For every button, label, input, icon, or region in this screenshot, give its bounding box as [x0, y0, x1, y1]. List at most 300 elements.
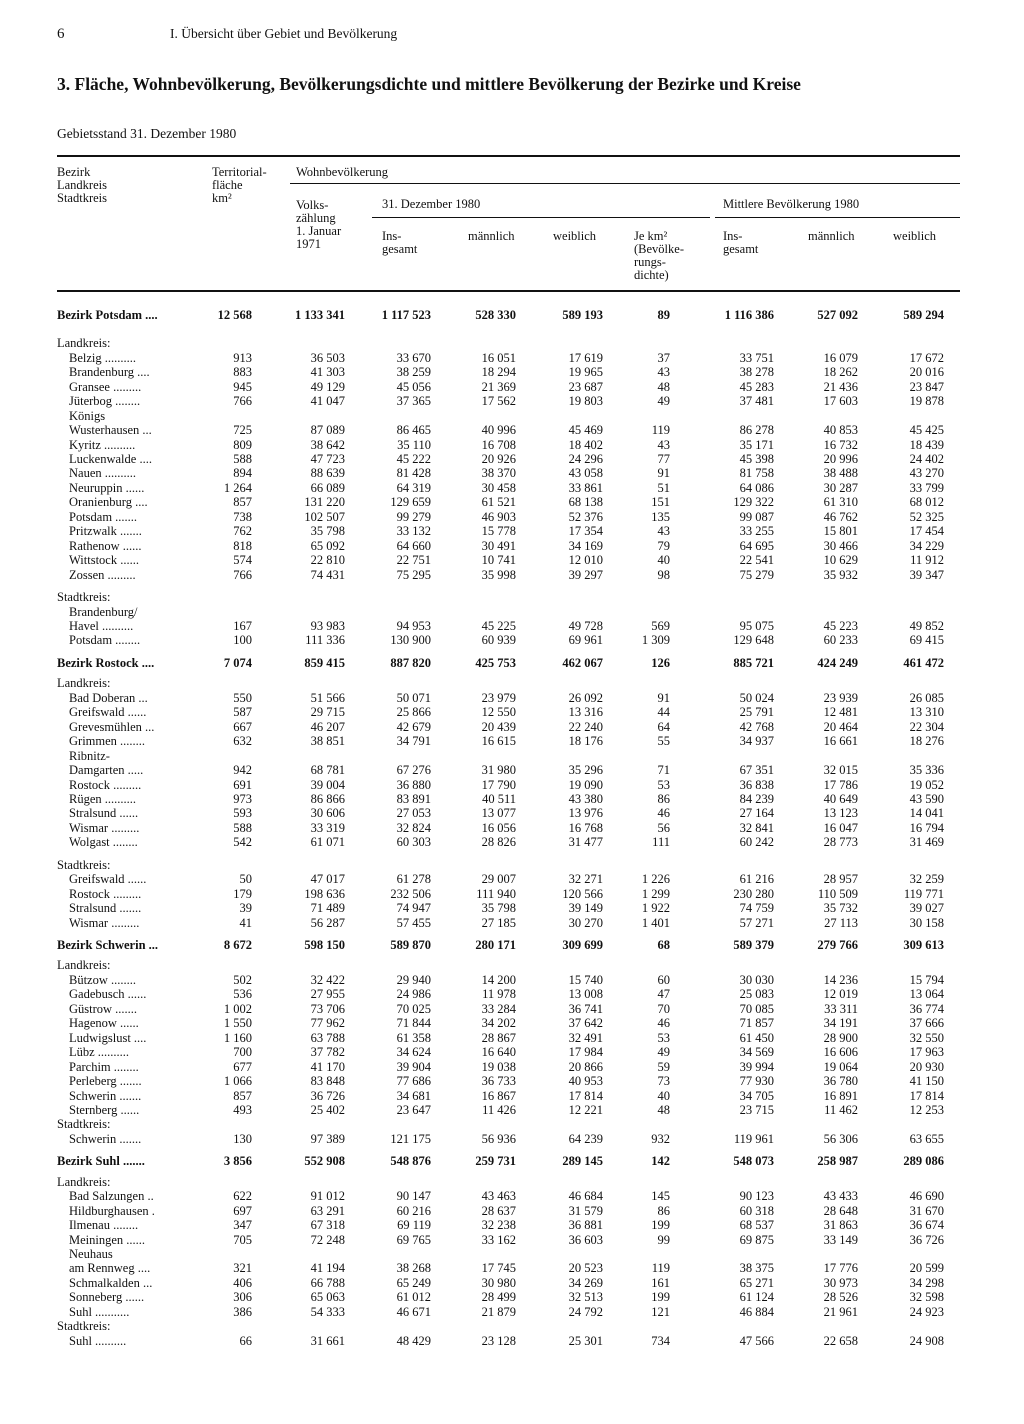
cell-mittlere-maennlich: 16 079 — [823, 351, 858, 365]
cell-dichte: 121 — [651, 1305, 670, 1319]
cell-maennlich: 15 778 — [481, 524, 516, 538]
cell-mittlere-insgesamt: 33 751 — [739, 351, 774, 365]
cell-volkszaehlung-1971: 49 129 — [310, 380, 345, 394]
cell-volkszaehlung-1971: 63 291 — [310, 1204, 345, 1218]
table-row — [0, 481, 1024, 496]
cell-mittlere-weiblich: 39 027 — [909, 901, 944, 915]
cell-weiblich: 34 269 — [568, 1276, 603, 1290]
cell-maennlich: 30 491 — [481, 539, 516, 553]
cell-mittlere-weiblich: 24 402 — [909, 452, 944, 466]
cell-flaeche: 667 — [233, 720, 252, 734]
cell-insgesamt: 1 117 523 — [381, 308, 431, 322]
cell-mittlere-insgesamt: 81 758 — [739, 466, 774, 480]
cell-flaeche: 493 — [233, 1103, 252, 1117]
cell-mittlere-maennlich: 30 973 — [823, 1276, 858, 1290]
cell-volkszaehlung-1971: 27 955 — [310, 987, 345, 1001]
cell-flaeche: 766 — [233, 568, 252, 582]
row-label: Neuruppin ...... — [69, 481, 145, 495]
cell-mittlere-maennlich: 14 236 — [823, 973, 858, 987]
row-label: Sternberg ...... — [69, 1103, 140, 1117]
cell-mittlere-maennlich: 12 481 — [823, 705, 858, 719]
cell-weiblich: 37 642 — [568, 1016, 603, 1030]
table-row — [0, 539, 1024, 554]
cell-volkszaehlung-1971: 35 798 — [310, 524, 345, 538]
cell-volkszaehlung-1971: 47 017 — [310, 872, 345, 886]
cell-volkszaehlung-1971: 32 422 — [310, 973, 345, 987]
cell-mittlere-weiblich: 34 298 — [909, 1276, 944, 1290]
cell-mittlere-maennlich: 33 149 — [823, 1233, 858, 1247]
cell-dichte: 126 — [651, 656, 670, 670]
cell-mittlere-maennlich: 28 900 — [823, 1031, 858, 1045]
table-row — [0, 901, 1024, 916]
cell-mittlere-maennlich: 30 466 — [823, 539, 858, 553]
table-row — [0, 1204, 1024, 1219]
cell-maennlich: 16 615 — [481, 734, 516, 748]
running-head: I. Übersicht über Gebiet und Bevölkerung — [170, 26, 398, 41]
row-label: Wismar ......... — [69, 821, 140, 835]
cell-weiblich: 36 881 — [568, 1218, 603, 1232]
cell-mittlere-insgesamt: 84 239 — [739, 792, 774, 806]
cell-flaeche: 386 — [233, 1305, 252, 1319]
row-label: Perleberg ....... — [69, 1074, 142, 1088]
cell-mittlere-insgesamt: 37 481 — [739, 394, 774, 408]
row-label: Rostock ......... — [69, 887, 142, 901]
table-row — [0, 1016, 1024, 1031]
cell-mittlere-insgesamt: 50 024 — [739, 691, 774, 705]
cell-insgesamt: 34 681 — [396, 1089, 431, 1103]
cell-dichte: 49 — [657, 394, 670, 408]
cell-volkszaehlung-1971: 33 319 — [310, 821, 345, 835]
cell-dichte: 44 — [657, 705, 670, 719]
row-label: Stralsund ....... — [69, 901, 142, 915]
cell-mittlere-maennlich: 16 661 — [823, 734, 858, 748]
cell-mittlere-maennlich: 17 603 — [823, 394, 858, 408]
cell-maennlich: 18 294 — [481, 365, 516, 379]
cell-mittlere-weiblich: 36 726 — [909, 1233, 944, 1247]
cell-mittlere-insgesamt: 77 930 — [739, 1074, 774, 1088]
cell-flaeche: 1 002 — [223, 1002, 252, 1016]
row-label: Parchim ........ — [69, 1060, 139, 1074]
cell-mittlere-insgesamt: 34 937 — [739, 734, 774, 748]
cell-mittlere-weiblich: 37 666 — [909, 1016, 944, 1030]
cell-volkszaehlung-1971: 46 207 — [310, 720, 345, 734]
cell-mittlere-maennlich: 279 766 — [817, 938, 858, 952]
cell-mittlere-weiblich: 36 674 — [909, 1218, 944, 1232]
cell-weiblich: 31 579 — [568, 1204, 603, 1218]
cell-maennlich: 17 745 — [481, 1261, 516, 1275]
row-label: Bezirk Potsdam .... — [57, 308, 158, 322]
row-label: Hildburghausen . — [69, 1204, 155, 1218]
cell-insgesamt: 46 671 — [396, 1305, 431, 1319]
row-label: Schmalkalden ... — [69, 1276, 153, 1290]
cell-weiblich: 13 316 — [568, 705, 603, 719]
cell-mittlere-weiblich: 26 085 — [909, 691, 944, 705]
cell-dichte: 51 — [657, 481, 670, 495]
section-label-row — [0, 1175, 1024, 1190]
cell-volkszaehlung-1971: 198 636 — [304, 887, 345, 901]
cell-maennlich: 111 940 — [476, 887, 516, 901]
cell-mittlere-maennlich: 16 047 — [823, 821, 858, 835]
cell-maennlich: 28 499 — [481, 1290, 516, 1304]
cell-insgesamt: 38 268 — [396, 1261, 431, 1275]
cell-insgesamt: 34 791 — [396, 734, 431, 748]
header-31-dezember-1980: 31. Dezember 1980 — [382, 197, 481, 211]
cell-maennlich: 23 128 — [481, 1334, 516, 1348]
cell-insgesamt: 35 110 — [397, 438, 431, 452]
cell-mittlere-insgesamt: 86 278 — [739, 423, 774, 437]
cell-insgesamt: 50 071 — [396, 691, 431, 705]
cell-insgesamt: 74 947 — [396, 901, 431, 915]
cell-mittlere-insgesamt: 68 537 — [739, 1218, 774, 1232]
table-row — [0, 394, 1024, 409]
cell-mittlere-weiblich: 119 771 — [903, 887, 944, 901]
cell-mittlere-weiblich: 63 655 — [909, 1132, 944, 1146]
cell-mittlere-insgesamt: 23 715 — [739, 1103, 774, 1117]
cell-flaeche: 542 — [233, 835, 252, 849]
cell-mittlere-insgesamt: 25 791 — [739, 705, 774, 719]
cell-mittlere-weiblich: 19 878 — [909, 394, 944, 408]
cell-mittlere-maennlich: 35 932 — [823, 568, 858, 582]
cell-flaeche: 945 — [233, 380, 252, 394]
cell-insgesamt: 99 279 — [396, 510, 431, 524]
cell-weiblich: 39 149 — [568, 901, 603, 915]
cell-volkszaehlung-1971: 859 415 — [304, 656, 345, 670]
cell-volkszaehlung-1971: 552 908 — [304, 1154, 345, 1168]
table-row — [0, 1290, 1024, 1305]
cell-maennlich: 31 980 — [481, 763, 516, 777]
row-label: Greifswald ...... — [69, 872, 147, 886]
cell-mittlere-insgesamt: 64 695 — [739, 539, 774, 553]
cell-flaeche: 818 — [233, 539, 252, 553]
section-label-row — [0, 958, 1024, 973]
cell-flaeche: 697 — [233, 1204, 252, 1218]
cell-insgesamt: 130 900 — [390, 633, 431, 647]
cell-mittlere-maennlich: 17 786 — [823, 778, 858, 792]
cell-dichte: 55 — [657, 734, 670, 748]
cell-volkszaehlung-1971: 88 639 — [310, 466, 345, 480]
cell-flaeche: 1 160 — [223, 1031, 252, 1045]
cell-mittlere-maennlich: 17 776 — [823, 1261, 858, 1275]
cell-volkszaehlung-1971: 51 566 — [310, 691, 345, 705]
cell-weiblich: 12 221 — [568, 1103, 603, 1117]
row-label: Stadtkreis: — [57, 858, 111, 872]
cell-volkszaehlung-1971: 38 642 — [310, 438, 345, 452]
cell-maennlich: 36 733 — [481, 1074, 516, 1088]
cell-mittlere-weiblich: 31 670 — [909, 1204, 944, 1218]
cell-flaeche: 321 — [233, 1261, 252, 1275]
cell-flaeche: 691 — [233, 778, 252, 792]
row-label: Wolgast ........ — [69, 835, 138, 849]
cell-dichte: 1 226 — [641, 872, 670, 886]
row-label: Hagenow ...... — [69, 1016, 139, 1030]
cell-flaeche: 66 — [239, 1334, 252, 1348]
table-row — [0, 973, 1024, 988]
cell-volkszaehlung-1971: 72 248 — [310, 1233, 345, 1247]
cell-volkszaehlung-1971: 65 092 — [310, 539, 345, 553]
table-row — [0, 821, 1024, 836]
cell-flaeche: 1 264 — [223, 481, 252, 495]
cell-insgesamt: 94 953 — [396, 619, 431, 633]
cell-weiblich: 68 138 — [568, 495, 603, 509]
cell-insgesamt: 37 365 — [396, 394, 431, 408]
page-number: 6 — [57, 26, 65, 42]
cell-volkszaehlung-1971: 30 606 — [310, 806, 345, 820]
row-label: Güstrow ....... — [69, 1002, 138, 1016]
cell-mittlere-insgesamt: 32 841 — [739, 821, 774, 835]
cell-weiblich: 32 491 — [568, 1031, 603, 1045]
cell-maennlich: 17 790 — [481, 778, 516, 792]
cell-mittlere-maennlich: 12 019 — [823, 987, 858, 1001]
header-territorialflaeche: Territorial- fläche km² — [212, 165, 267, 205]
cell-weiblich: 64 239 — [568, 1132, 603, 1146]
row-label: Rügen .......... — [69, 792, 137, 806]
cell-maennlich: 40 511 — [482, 792, 516, 806]
cell-mittlere-insgesamt: 90 123 — [739, 1189, 774, 1203]
cell-volkszaehlung-1971: 67 318 — [310, 1218, 345, 1232]
cell-mittlere-insgesamt: 548 073 — [733, 1154, 774, 1168]
cell-volkszaehlung-1971: 77 962 — [310, 1016, 345, 1030]
cell-flaeche: 7 074 — [223, 656, 252, 670]
cell-mittlere-insgesamt: 230 280 — [733, 887, 774, 901]
cell-weiblich: 52 376 — [568, 510, 603, 524]
cell-insgesamt: 61 358 — [396, 1031, 431, 1045]
cell-flaeche: 50 — [239, 872, 252, 886]
table-row — [0, 438, 1024, 453]
cell-insgesamt: 232 506 — [390, 887, 431, 901]
header-mittlere-weiblich: weiblich — [893, 229, 937, 243]
cell-mittlere-maennlich: 56 306 — [823, 1132, 858, 1146]
cell-weiblich: 32 513 — [568, 1290, 603, 1304]
cell-insgesamt: 129 659 — [390, 495, 431, 509]
cell-maennlich: 11 978 — [482, 987, 516, 1001]
cell-insgesamt: 27 053 — [396, 806, 431, 820]
cell-maennlich: 27 185 — [481, 916, 516, 930]
header-mittlere-insgesamt: Ins- gesamt — [723, 229, 759, 256]
cell-dichte: 161 — [651, 1276, 670, 1290]
cell-weiblich: 19 965 — [568, 365, 603, 379]
cell-flaeche: 942 — [233, 763, 252, 777]
cell-dichte: 86 — [657, 792, 670, 806]
cell-insgesamt: 25 866 — [396, 705, 431, 719]
row-label: Landkreis: — [57, 1175, 111, 1189]
cell-weiblich: 13 008 — [568, 987, 603, 1001]
cell-mittlere-insgesamt: 71 857 — [739, 1016, 774, 1030]
cell-volkszaehlung-1971: 54 333 — [310, 1305, 345, 1319]
cell-mittlere-maennlich: 61 310 — [823, 495, 858, 509]
cell-dichte: 119 — [651, 423, 670, 437]
cell-mittlere-insgesamt: 60 242 — [739, 835, 774, 849]
cell-flaeche: 913 — [233, 351, 252, 365]
cell-mittlere-insgesamt: 46 884 — [739, 1305, 774, 1319]
cell-dichte: 46 — [657, 1016, 670, 1030]
cell-dichte: 135 — [651, 510, 670, 524]
table-row — [0, 1074, 1024, 1089]
cell-mittlere-weiblich: 17 963 — [909, 1045, 944, 1059]
cell-mittlere-insgesamt: 60 318 — [739, 1204, 774, 1218]
cell-weiblich: 23 687 — [568, 380, 603, 394]
cell-mittlere-insgesamt: 75 279 — [739, 568, 774, 582]
cell-maennlich: 11 426 — [482, 1103, 516, 1117]
cell-mittlere-maennlich: 424 249 — [817, 656, 858, 670]
table-row — [0, 763, 1024, 778]
cell-mittlere-weiblich: 461 472 — [903, 656, 944, 670]
cell-volkszaehlung-1971: 71 489 — [310, 901, 345, 915]
cell-weiblich: 39 297 — [568, 568, 603, 582]
cell-volkszaehlung-1971: 36 726 — [310, 1089, 345, 1103]
cell-dichte: 59 — [657, 1060, 670, 1074]
cell-flaeche: 857 — [233, 1089, 252, 1103]
table-row — [0, 466, 1024, 481]
header-dichte: Je km² (Bevölke- rungs- dichte) — [634, 229, 684, 282]
cell-dichte: 1 299 — [641, 887, 670, 901]
cell-mittlere-insgesamt: 35 171 — [739, 438, 774, 452]
cell-insgesamt: 39 904 — [396, 1060, 431, 1074]
cell-flaeche: 857 — [233, 495, 252, 509]
header-wohnbevoelkerung: Wohnbevölkerung — [296, 165, 389, 179]
cell-mittlere-weiblich: 13 310 — [909, 705, 944, 719]
cell-maennlich: 60 939 — [481, 633, 516, 647]
cell-mittlere-maennlich: 36 780 — [823, 1074, 858, 1088]
section-label-row — [0, 336, 1024, 351]
row-label: Jüterbog ........ — [69, 394, 141, 408]
cell-insgesamt: 77 686 — [396, 1074, 431, 1088]
row-label: Oranienburg .... — [69, 495, 148, 509]
cell-mittlere-weiblich: 41 150 — [909, 1074, 944, 1088]
cell-mittlere-maennlich: 110 509 — [817, 887, 858, 901]
cell-maennlich: 20 439 — [481, 720, 516, 734]
section-label-row — [0, 676, 1024, 691]
cell-maennlich: 16 867 — [481, 1089, 516, 1103]
row-label: Wismar ......... — [69, 916, 140, 930]
cell-mittlere-weiblich: 30 158 — [909, 916, 944, 930]
cell-maennlich: 16 056 — [481, 821, 516, 835]
row-label: Landkreis: — [57, 676, 111, 690]
cell-dichte: 1 922 — [641, 901, 670, 915]
cell-weiblich: 22 240 — [568, 720, 603, 734]
cell-weiblich: 31 477 — [568, 835, 603, 849]
cell-insgesamt: 60 303 — [396, 835, 431, 849]
cell-mittlere-weiblich: 589 294 — [903, 308, 944, 322]
cell-weiblich: 33 861 — [568, 481, 603, 495]
row-label: Bad Doberan ... — [69, 691, 148, 705]
cell-maennlich: 35 798 — [481, 901, 516, 915]
cell-mittlere-weiblich: 52 325 — [909, 510, 944, 524]
cell-flaeche: 725 — [233, 423, 252, 437]
row-label: Bezirk Rostock .... — [57, 656, 155, 670]
cell-mittlere-weiblich: 11 912 — [910, 553, 944, 567]
cell-weiblich: 462 067 — [562, 656, 603, 670]
cell-mittlere-insgesamt: 34 569 — [739, 1045, 774, 1059]
cell-mittlere-insgesamt: 95 075 — [739, 619, 774, 633]
cell-dichte: 71 — [657, 763, 670, 777]
table-row — [0, 1247, 1024, 1262]
cell-weiblich: 46 684 — [568, 1189, 603, 1203]
table-row — [0, 1103, 1024, 1118]
cell-flaeche: 738 — [233, 510, 252, 524]
bezirk-row — [0, 938, 1024, 953]
cell-mittlere-insgesamt: 74 759 — [739, 901, 774, 915]
cell-insgesamt: 45 222 — [396, 452, 431, 466]
cell-flaeche: 39 — [239, 901, 252, 915]
row-label: am Rennweg .... — [69, 1261, 151, 1275]
cell-mittlere-maennlich: 32 015 — [823, 763, 858, 777]
cell-flaeche: 8 672 — [223, 938, 252, 952]
table-row — [0, 806, 1024, 821]
row-label: Luckenwalde .... — [69, 452, 152, 466]
cell-insgesamt: 38 259 — [396, 365, 431, 379]
row-label: Lübz .......... — [69, 1045, 130, 1059]
cell-weiblich: 13 976 — [568, 806, 603, 820]
cell-flaeche: 1 066 — [223, 1074, 252, 1088]
cell-flaeche: 883 — [233, 365, 252, 379]
cell-flaeche: 809 — [233, 438, 252, 452]
cell-flaeche: 593 — [233, 806, 252, 820]
cell-maennlich: 33 284 — [481, 1002, 516, 1016]
table-row — [0, 1334, 1024, 1349]
cell-maennlich: 30 458 — [481, 481, 516, 495]
cell-insgesamt: 34 624 — [396, 1045, 431, 1059]
cell-weiblich: 25 301 — [568, 1334, 603, 1348]
section-label-row — [0, 590, 1024, 605]
cell-weiblich: 17 814 — [568, 1089, 603, 1103]
cell-dichte: 40 — [657, 553, 670, 567]
row-label: Gransee ......... — [69, 380, 142, 394]
cell-flaeche: 762 — [233, 524, 252, 538]
cell-mittlere-weiblich: 309 613 — [903, 938, 944, 952]
cell-maennlich: 28 867 — [481, 1031, 516, 1045]
cell-weiblich: 15 740 — [568, 973, 603, 987]
section-label-row — [0, 1117, 1024, 1132]
cell-volkszaehlung-1971: 66 089 — [310, 481, 345, 495]
bezirk-row — [0, 1154, 1024, 1169]
row-label: Brandenburg .... — [69, 365, 150, 379]
cell-maennlich: 28 637 — [481, 1204, 516, 1218]
cell-mittlere-weiblich: 289 086 — [903, 1154, 944, 1168]
cell-mittlere-insgesamt: 61 450 — [739, 1031, 774, 1045]
cell-insgesamt: 24 986 — [396, 987, 431, 1001]
cell-flaeche: 347 — [233, 1218, 252, 1232]
cell-volkszaehlung-1971: 73 706 — [310, 1002, 345, 1016]
cell-mittlere-weiblich: 24 908 — [909, 1334, 944, 1348]
cell-volkszaehlung-1971: 83 848 — [310, 1074, 345, 1088]
cell-dichte: 199 — [651, 1290, 670, 1304]
table-row — [0, 1045, 1024, 1060]
cell-flaeche: 894 — [233, 466, 252, 480]
cell-mittlere-insgesamt: 47 566 — [739, 1334, 774, 1348]
cell-flaeche: 12 568 — [217, 308, 252, 322]
table-row — [0, 495, 1024, 510]
cell-mittlere-maennlich: 31 863 — [823, 1218, 858, 1232]
row-label: Schwerin ....... — [69, 1089, 142, 1103]
cell-mittlere-weiblich: 49 852 — [909, 619, 944, 633]
cell-flaeche: 677 — [233, 1060, 252, 1074]
cell-mittlere-weiblich: 12 253 — [909, 1103, 944, 1117]
table-row — [0, 734, 1024, 749]
cell-mittlere-maennlich: 258 987 — [817, 1154, 858, 1168]
cell-volkszaehlung-1971: 38 851 — [310, 734, 345, 748]
cell-mittlere-weiblich: 18 276 — [909, 734, 944, 748]
cell-weiblich: 26 092 — [568, 691, 603, 705]
table-row — [0, 1132, 1024, 1147]
cell-maennlich: 425 753 — [475, 656, 516, 670]
cell-mittlere-maennlich: 38 488 — [823, 466, 858, 480]
cell-dichte: 43 — [657, 524, 670, 538]
cell-insgesamt: 887 820 — [390, 656, 431, 670]
cell-insgesamt: 33 670 — [396, 351, 431, 365]
cell-weiblich: 49 728 — [568, 619, 603, 633]
cell-mittlere-weiblich: 45 425 — [909, 423, 944, 437]
cell-mittlere-maennlich: 60 233 — [823, 633, 858, 647]
